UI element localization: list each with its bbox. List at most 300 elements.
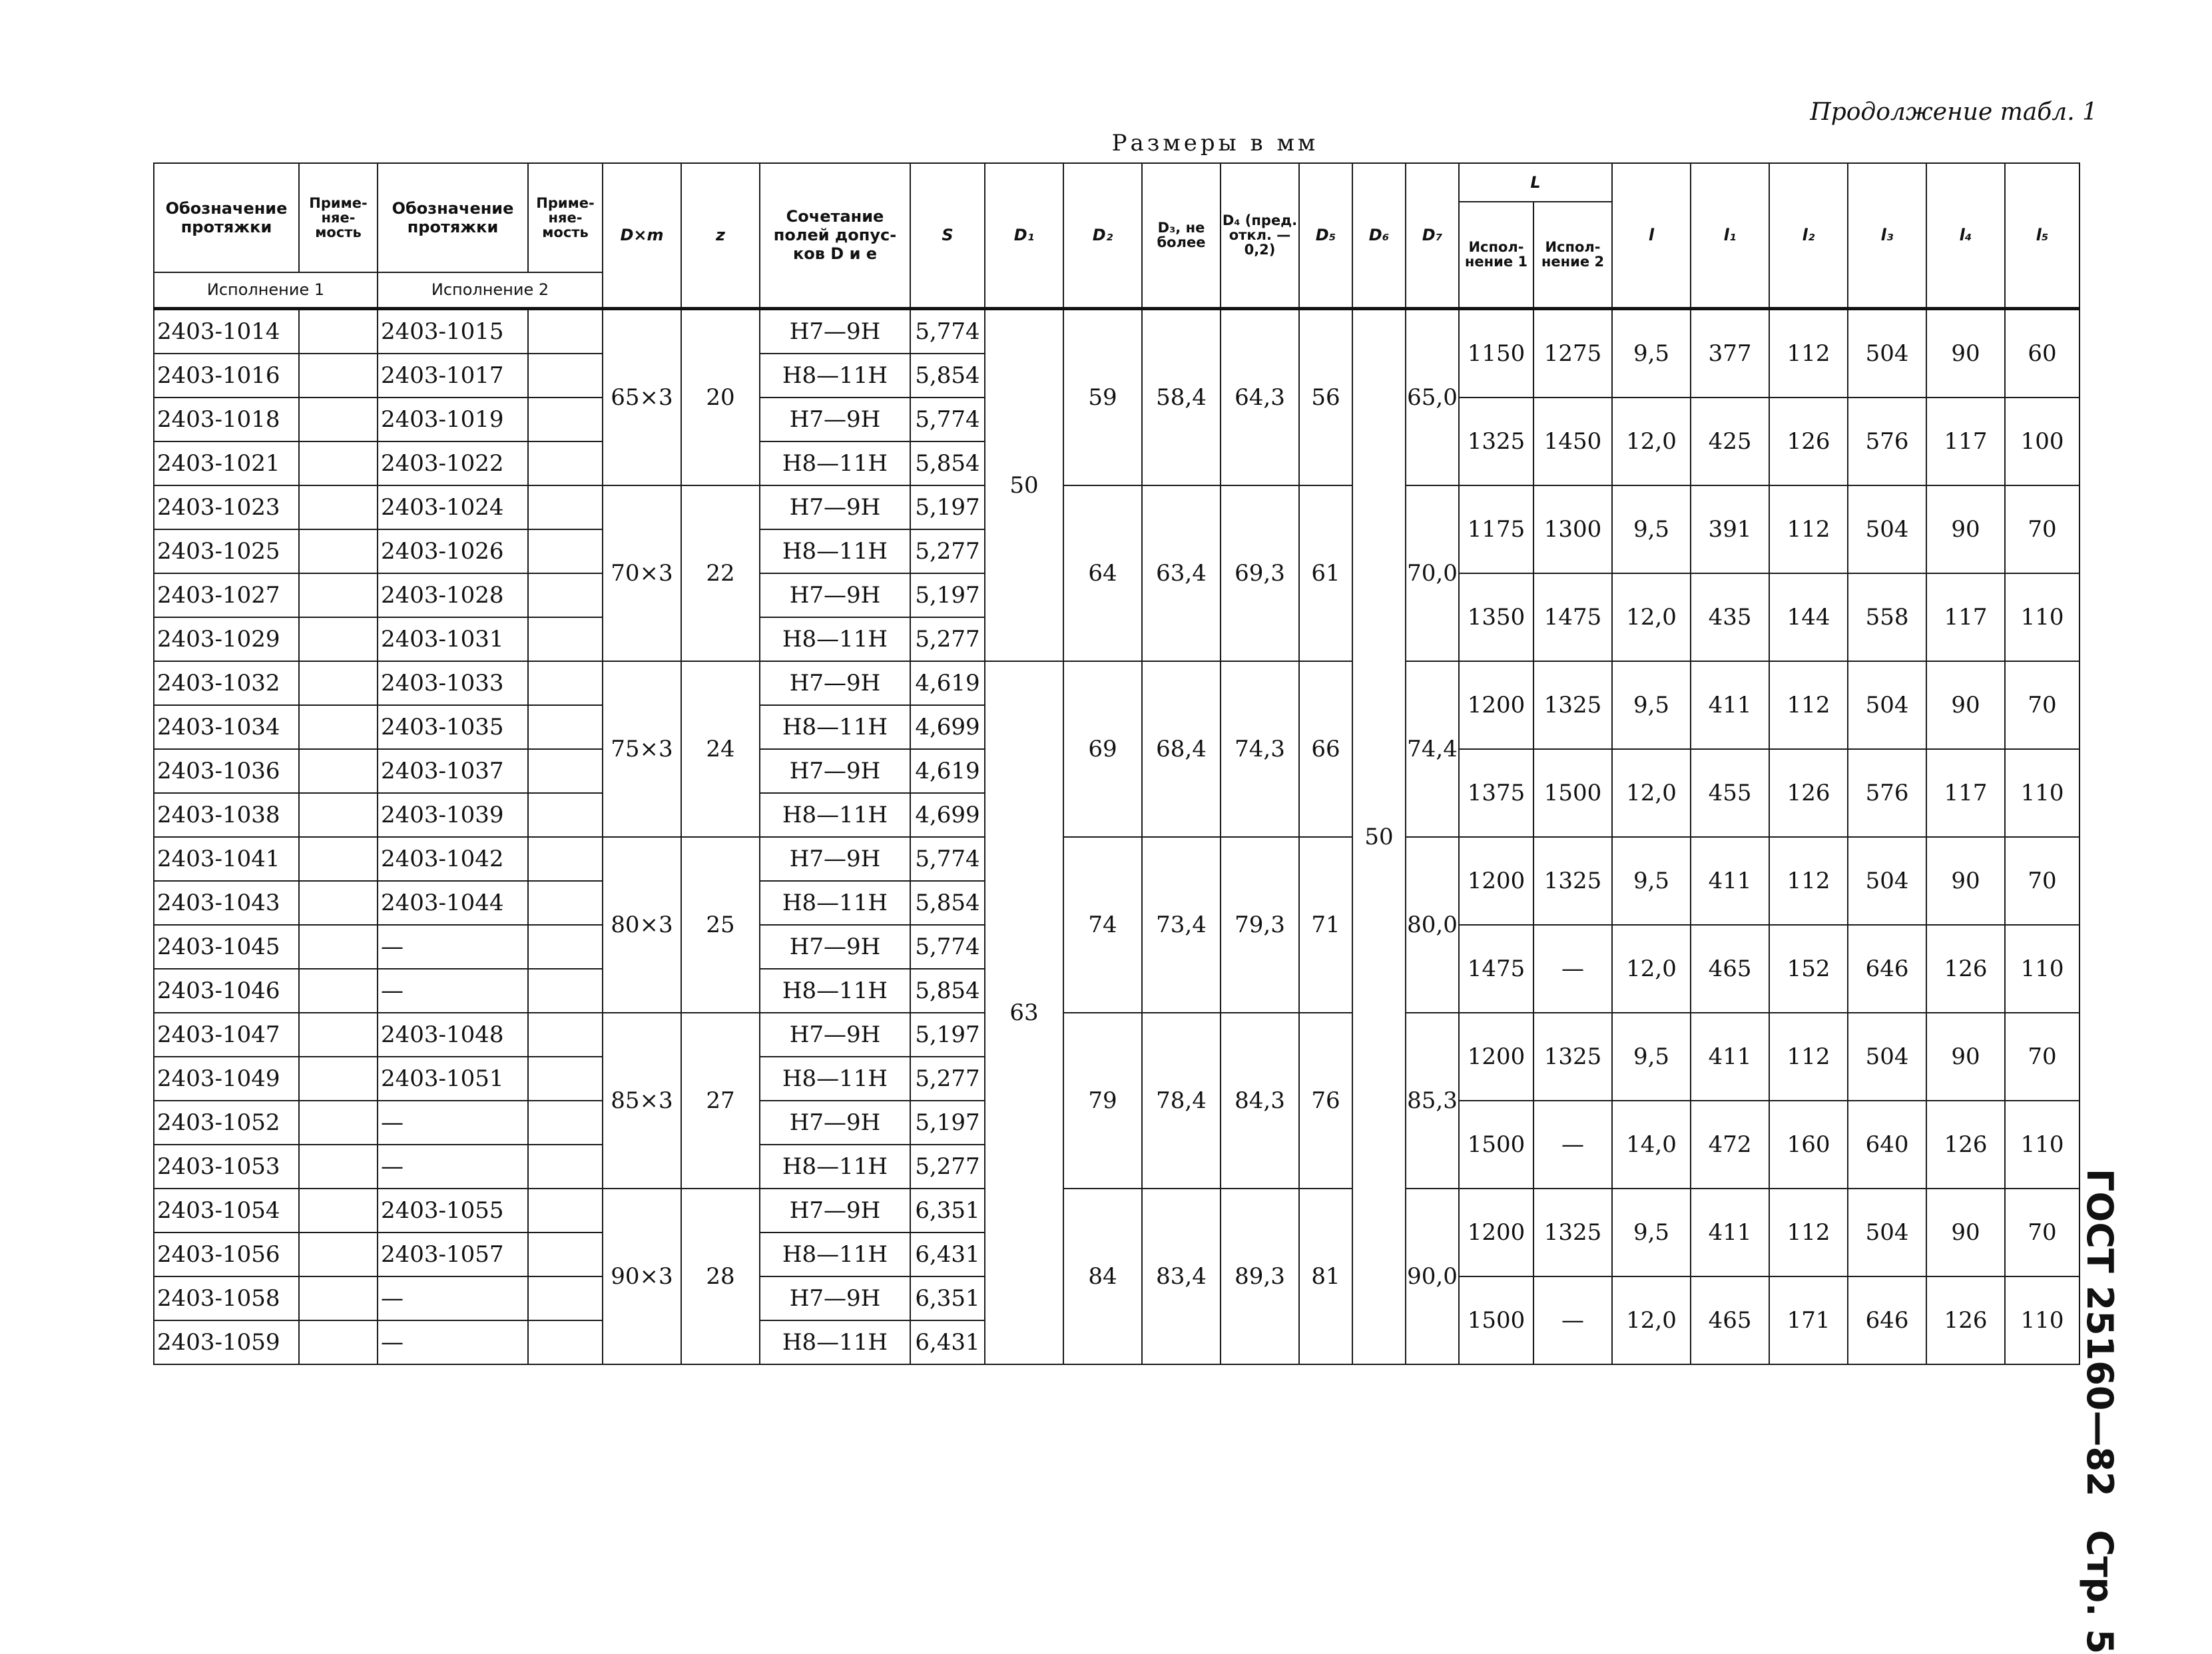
applicability-cell (299, 793, 378, 837)
l4-value: 117 (1926, 573, 2005, 661)
d5-value: 81 (1299, 1189, 1352, 1364)
applicability-cell (299, 485, 378, 529)
s-value: 4,699 (910, 705, 985, 749)
l3-value: 640 (1848, 1101, 1926, 1189)
l5-value: 60 (2005, 308, 2079, 398)
tolerance-value: H8—11H (760, 1057, 910, 1101)
l3-value: 646 (1848, 925, 1926, 1013)
d5-value: 61 (1299, 485, 1352, 661)
l1-value: 377 (1691, 308, 1769, 398)
d2-value: 79 (1063, 1013, 1142, 1189)
applicability-cell (299, 1057, 378, 1101)
applicability-cell (299, 749, 378, 793)
l-value: 12,0 (1612, 749, 1691, 837)
tolerance-value: H8—11H (760, 881, 910, 925)
header-variant-2: Исполнение 2 (378, 272, 603, 308)
header-l5: l₅ (2005, 163, 2079, 308)
l2-value: 1450 (1533, 398, 1612, 485)
header-d5: D₅ (1299, 163, 1352, 308)
d2-value: 84 (1063, 1189, 1142, 1364)
designation-variant-2: 2403-1028 (378, 573, 528, 617)
l5-value: 100 (2005, 398, 2079, 485)
l2-value: 1325 (1533, 837, 1612, 925)
tolerance-value: H8—11H (760, 1233, 910, 1276)
d4-value: 84,3 (1221, 1013, 1299, 1189)
designation-variant-2: 2403-1042 (378, 837, 528, 881)
l1-value: 455 (1691, 749, 1769, 837)
l4-value: 90 (1926, 837, 2005, 925)
l4-value: 90 (1926, 308, 2005, 398)
dxm-value: 75×3 (603, 661, 681, 837)
designation-variant-2: 2403-1051 (378, 1057, 528, 1101)
d4-value: 79,3 (1221, 837, 1299, 1013)
tolerance-value: H8—11H (760, 529, 910, 573)
d6-value: 50 (1352, 308, 1406, 1364)
applicability-cell (299, 1101, 378, 1145)
l4-value: 90 (1926, 1013, 2005, 1101)
l1-value: 1500 (1459, 1276, 1533, 1364)
designation-variant-1: 2403-1053 (154, 1145, 299, 1189)
table-row (154, 1013, 2079, 1057)
designation-variant-1: 2403-1049 (154, 1057, 299, 1101)
tolerance-value: H7—9H (760, 1101, 910, 1145)
applicability-cell (528, 1189, 603, 1233)
applicability-cell (528, 354, 603, 398)
s-value: 4,619 (910, 661, 985, 705)
applicability-cell (528, 837, 603, 881)
designation-variant-1: 2403-1016 (154, 354, 299, 398)
applicability-cell (299, 969, 378, 1013)
dxm-value: 70×3 (603, 485, 681, 661)
l-value: 9,5 (1612, 485, 1691, 573)
l2-value: 160 (1769, 1101, 1848, 1189)
header-dxm: D×m (603, 163, 681, 308)
tolerance-value: H8—11H (760, 617, 910, 661)
applicability-cell (299, 1233, 378, 1276)
designation-variant-2: — (378, 1101, 528, 1145)
s-value: 5,197 (910, 485, 985, 529)
d3-value: 58,4 (1142, 308, 1221, 485)
dxm-value: 65×3 (603, 308, 681, 485)
designation-variant-2: 2403-1055 (378, 1189, 528, 1233)
s-value: 5,197 (910, 1013, 985, 1057)
l5-value: 70 (2005, 837, 2079, 925)
s-value: 6,351 (910, 1189, 985, 1233)
s-value: 5,197 (910, 1101, 985, 1145)
l1-value: 411 (1691, 661, 1769, 749)
tolerance-value: H7—9H (760, 837, 910, 881)
designation-variant-1: 2403-1036 (154, 749, 299, 793)
applicability-cell (528, 485, 603, 529)
l2-value: 112 (1769, 485, 1848, 573)
l3-value: 576 (1848, 749, 1926, 837)
header-L: L (1459, 163, 1612, 202)
applicability-cell (299, 573, 378, 617)
l2-value: — (1533, 1276, 1612, 1364)
l1-value: 1350 (1459, 573, 1533, 661)
l1-value: 1200 (1459, 1189, 1533, 1276)
designation-variant-1: 2403-1058 (154, 1276, 299, 1320)
page-number: Стр. 5 (2079, 1529, 2121, 1654)
header-d3: D₃, не более (1142, 163, 1221, 308)
table-row (154, 1189, 2079, 1233)
d5-value: 66 (1299, 661, 1352, 837)
tolerance-value: H8—11H (760, 1320, 910, 1364)
tolerance-value: H7—9H (760, 573, 910, 617)
d7-value: 70,0 (1406, 485, 1459, 661)
l3-value: 504 (1848, 308, 1926, 398)
l5-value: 70 (2005, 485, 2079, 573)
l2-value: 1475 (1533, 573, 1612, 661)
l3-value: 504 (1848, 837, 1926, 925)
s-value: 5,854 (910, 441, 985, 485)
broach-table (153, 162, 2080, 1365)
standard-number: ГОСТ 25160—82 (2079, 1169, 2121, 1497)
designation-variant-2: 2403-1044 (378, 881, 528, 925)
applicability-cell (299, 1013, 378, 1057)
l-value: 14,0 (1612, 1101, 1691, 1189)
l5-value: 110 (2005, 1101, 2079, 1189)
applicability-cell (528, 573, 603, 617)
tolerance-value: H7—9H (760, 308, 910, 354)
s-value: 5,854 (910, 969, 985, 1013)
designation-variant-1: 2403-1046 (154, 969, 299, 1013)
applicability-cell (528, 617, 603, 661)
l2-value: — (1533, 925, 1612, 1013)
designation-variant-1: 2403-1025 (154, 529, 299, 573)
s-value: 5,277 (910, 617, 985, 661)
applicability-cell (528, 969, 603, 1013)
applicability-cell (299, 1320, 378, 1364)
header-l4: l₄ (1926, 163, 2005, 308)
header-s: S (910, 163, 985, 308)
l-value: 12,0 (1612, 398, 1691, 485)
applicability-cell (299, 1276, 378, 1320)
l1-value: 1325 (1459, 398, 1533, 485)
z-value: 25 (681, 837, 760, 1013)
tolerance-value: H7—9H (760, 749, 910, 793)
l3-value: 504 (1848, 1013, 1926, 1101)
designation-variant-1: 2403-1047 (154, 1013, 299, 1057)
l-value: 9,5 (1612, 661, 1691, 749)
tolerance-value: H8—11H (760, 1145, 910, 1189)
l2-value: 126 (1769, 398, 1848, 485)
z-value: 22 (681, 485, 760, 661)
designation-variant-1: 2403-1056 (154, 1233, 299, 1276)
l1-value: 465 (1691, 1276, 1769, 1364)
s-value: 5,854 (910, 354, 985, 398)
s-value: 5,277 (910, 529, 985, 573)
d7-value: 65,0 (1406, 308, 1459, 485)
applicability-cell (528, 1013, 603, 1057)
l4-value: 126 (1926, 925, 2005, 1013)
designation-variant-2: 2403-1022 (378, 441, 528, 485)
designation-variant-1: 2403-1014 (154, 308, 299, 354)
s-value: 5,774 (910, 398, 985, 441)
d2-value: 74 (1063, 837, 1142, 1013)
applicability-cell (299, 1189, 378, 1233)
applicability-cell (299, 705, 378, 749)
l-value: 9,5 (1612, 1013, 1691, 1101)
l2-value: 1325 (1533, 1013, 1612, 1101)
applicability-cell (299, 398, 378, 441)
s-value: 5,197 (910, 573, 985, 617)
tolerance-value: H8—11H (760, 705, 910, 749)
s-value: 6,431 (910, 1320, 985, 1364)
applicability-cell (528, 1276, 603, 1320)
dxm-value: 80×3 (603, 837, 681, 1013)
l1-value: 411 (1691, 1189, 1769, 1276)
continuation-note: Продолжение табл. 1 (1810, 99, 2097, 126)
l1-value: 1200 (1459, 1013, 1533, 1101)
designation-variant-1: 2403-1045 (154, 925, 299, 969)
designation-variant-1: 2403-1027 (154, 573, 299, 617)
table-row (154, 837, 2079, 881)
d5-value: 56 (1299, 308, 1352, 485)
z-value: 28 (681, 1189, 760, 1364)
z-value: 24 (681, 661, 760, 837)
l2-value: 112 (1769, 661, 1848, 749)
s-value: 5,774 (910, 837, 985, 881)
applicability-cell (528, 308, 603, 354)
l3-value: 558 (1848, 573, 1926, 661)
applicability-cell (528, 1233, 603, 1276)
l2-value: 171 (1769, 1276, 1848, 1364)
header-d6: D₆ (1352, 163, 1406, 308)
tolerance-value: H8—11H (760, 354, 910, 398)
l4-value: 90 (1926, 661, 2005, 749)
header-d7: D₇ (1406, 163, 1459, 308)
header-applicability-2: Приме-няе-мость (528, 163, 603, 272)
l2-value: 1300 (1533, 485, 1612, 573)
applicability-cell (528, 749, 603, 793)
l-value: 12,0 (1612, 573, 1691, 661)
l2-value: 112 (1769, 308, 1848, 398)
applicability-cell (299, 661, 378, 705)
designation-variant-2: — (378, 969, 528, 1013)
header-d1: D₁ (985, 163, 1063, 308)
header-tolerance: Сочетание полей допус-ков D и e (760, 163, 910, 308)
l2-value: 112 (1769, 1189, 1848, 1276)
designation-variant-1: 2403-1043 (154, 881, 299, 925)
applicability-cell (299, 617, 378, 661)
l2-value: 112 (1769, 1013, 1848, 1101)
l4-value: 90 (1926, 485, 2005, 573)
s-value: 6,431 (910, 1233, 985, 1276)
applicability-cell (299, 1145, 378, 1189)
applicability-cell (528, 1101, 603, 1145)
d4-value: 69,3 (1221, 485, 1299, 661)
l3-value: 646 (1848, 1276, 1926, 1364)
applicability-cell (528, 529, 603, 573)
l2-value: 1325 (1533, 1189, 1612, 1276)
d7-value: 90,0 (1406, 1189, 1459, 1364)
table-row (154, 308, 2079, 354)
tolerance-value: H7—9H (760, 925, 910, 969)
l1-value: 1150 (1459, 308, 1533, 398)
table-body (154, 308, 2079, 1364)
l5-value: 110 (2005, 749, 2079, 837)
s-value: 5,854 (910, 881, 985, 925)
header-l3: l₃ (1848, 163, 1926, 308)
designation-variant-1: 2403-1041 (154, 837, 299, 881)
header-designation-1: Обозначение протяжки (154, 163, 299, 272)
l2-value: 112 (1769, 837, 1848, 925)
table-row (154, 485, 2079, 529)
designation-variant-2: — (378, 1276, 528, 1320)
d3-value: 68,4 (1142, 661, 1221, 837)
l-value: 9,5 (1612, 837, 1691, 925)
l-value: 9,5 (1612, 1189, 1691, 1276)
l3-value: 504 (1848, 485, 1926, 573)
l4-value: 117 (1926, 398, 2005, 485)
z-value: 27 (681, 1013, 760, 1189)
tolerance-value: H7—9H (760, 1189, 910, 1233)
l4-value: 90 (1926, 1189, 2005, 1276)
s-value: 5,277 (910, 1145, 985, 1189)
designation-variant-1: 2403-1023 (154, 485, 299, 529)
designation-variant-2: 2403-1024 (378, 485, 528, 529)
l2-value: 152 (1769, 925, 1848, 1013)
designation-variant-2: 2403-1031 (378, 617, 528, 661)
header-designation-2: Обозначение протяжки (378, 163, 528, 272)
header-l: l (1612, 163, 1691, 308)
applicability-cell (299, 837, 378, 881)
designation-variant-2: 2403-1015 (378, 308, 528, 354)
tolerance-value: H7—9H (760, 485, 910, 529)
applicability-cell (528, 441, 603, 485)
l-value: 12,0 (1612, 925, 1691, 1013)
d3-value: 78,4 (1142, 1013, 1221, 1189)
designation-variant-2: 2403-1057 (378, 1233, 528, 1276)
side-caption (2078, 1169, 2121, 1654)
l1-value: 472 (1691, 1101, 1769, 1189)
header-variant-1: Исполнение 1 (154, 272, 378, 308)
header-d4: D₄ (пред. откл. —0,2) (1221, 163, 1299, 308)
l3-value: 504 (1848, 661, 1926, 749)
l3-value: 504 (1848, 1189, 1926, 1276)
l5-value: 110 (2005, 1276, 2079, 1364)
s-value: 5,774 (910, 308, 985, 354)
applicability-cell (528, 1057, 603, 1101)
l5-value: 110 (2005, 573, 2079, 661)
applicability-cell (528, 1320, 603, 1364)
designation-variant-2: 2403-1017 (378, 354, 528, 398)
designation-variant-2: — (378, 925, 528, 969)
d1-value: 50 (985, 308, 1063, 661)
d7-value: 85,3 (1406, 1013, 1459, 1189)
d3-value: 63,4 (1142, 485, 1221, 661)
tolerance-value: H8—11H (760, 441, 910, 485)
l1-value: 1475 (1459, 925, 1533, 1013)
l5-value: 110 (2005, 925, 2079, 1013)
tolerance-value: H7—9H (760, 398, 910, 441)
applicability-cell (299, 354, 378, 398)
applicability-cell (299, 881, 378, 925)
designation-variant-1: 2403-1034 (154, 705, 299, 749)
s-value: 5,277 (910, 1057, 985, 1101)
l1-value: 391 (1691, 485, 1769, 573)
header-z: z (681, 163, 760, 308)
header-l2: l₂ (1769, 163, 1848, 308)
header-L-variant-1: Испол-нение 1 (1459, 202, 1533, 308)
applicability-cell (528, 661, 603, 705)
d2-value: 64 (1063, 485, 1142, 661)
d7-value: 80,0 (1406, 837, 1459, 1013)
d4-value: 74,3 (1221, 661, 1299, 837)
l1-value: 411 (1691, 1013, 1769, 1101)
l1-value: 411 (1691, 837, 1769, 925)
d2-value: 59 (1063, 308, 1142, 485)
table-row (154, 661, 2079, 705)
designation-variant-2: 2403-1037 (378, 749, 528, 793)
l2-value: 1275 (1533, 308, 1612, 398)
dxm-value: 85×3 (603, 1013, 681, 1189)
applicability-cell (528, 705, 603, 749)
d5-value: 71 (1299, 837, 1352, 1013)
l3-value: 576 (1848, 398, 1926, 485)
designation-variant-2: — (378, 1145, 528, 1189)
tolerance-value: H7—9H (760, 1013, 910, 1057)
d7-value: 74,4 (1406, 661, 1459, 837)
l1-value: 1500 (1459, 1101, 1533, 1189)
tolerance-value: H8—11H (760, 793, 910, 837)
applicability-cell (528, 925, 603, 969)
l1-value: 435 (1691, 573, 1769, 661)
designation-variant-2: 2403-1039 (378, 793, 528, 837)
header-applicability-1: Приме-няе-мость (299, 163, 378, 272)
designation-variant-2: 2403-1035 (378, 705, 528, 749)
sizes-caption: Размеры в мм (1111, 130, 1319, 156)
l2-value: 144 (1769, 573, 1848, 661)
applicability-cell (528, 881, 603, 925)
l2-value: — (1533, 1101, 1612, 1189)
tolerance-value: H7—9H (760, 1276, 910, 1320)
designation-variant-1: 2403-1059 (154, 1320, 299, 1364)
d4-value: 64,3 (1221, 308, 1299, 485)
l2-value: 1500 (1533, 749, 1612, 837)
d2-value: 69 (1063, 661, 1142, 837)
l4-value: 126 (1926, 1276, 2005, 1364)
designation-variant-1: 2403-1052 (154, 1101, 299, 1145)
d1-value: 63 (985, 661, 1063, 1364)
s-value: 4,619 (910, 749, 985, 793)
l4-value: 126 (1926, 1101, 2005, 1189)
applicability-cell (299, 441, 378, 485)
l-value: 9,5 (1612, 308, 1691, 398)
l1-value: 1200 (1459, 837, 1533, 925)
d4-value: 89,3 (1221, 1189, 1299, 1364)
applicability-cell (299, 925, 378, 969)
designation-variant-2: 2403-1048 (378, 1013, 528, 1057)
applicability-cell (528, 398, 603, 441)
designation-variant-1: 2403-1018 (154, 398, 299, 441)
l1-value: 425 (1691, 398, 1769, 485)
s-value: 6,351 (910, 1276, 985, 1320)
designation-variant-1: 2403-1032 (154, 661, 299, 705)
l5-value: 70 (2005, 1189, 2079, 1276)
l5-value: 70 (2005, 661, 2079, 749)
designation-variant-1: 2403-1021 (154, 441, 299, 485)
header-L-variant-2: Испол-нение 2 (1533, 202, 1612, 308)
l-value: 12,0 (1612, 1276, 1691, 1364)
designation-variant-2: — (378, 1320, 528, 1364)
l1-value: 1175 (1459, 485, 1533, 573)
designation-variant-1: 2403-1054 (154, 1189, 299, 1233)
l2-value: 1325 (1533, 661, 1612, 749)
designation-variant-2: 2403-1026 (378, 529, 528, 573)
applicability-cell (299, 308, 378, 354)
